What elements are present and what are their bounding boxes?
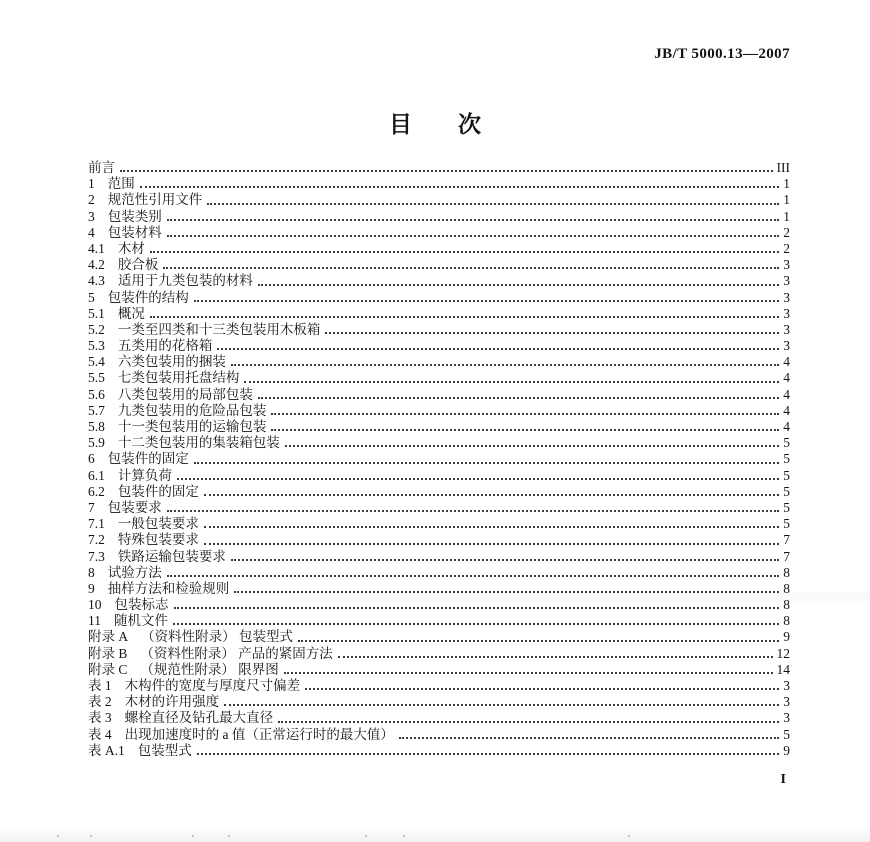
scan-speck — [403, 835, 405, 837]
toc-entry — [88, 613, 790, 629]
toc-entry-title: 概况 — [117, 305, 145, 321]
toc-entry-title: （规范性附录） 限界图 — [140, 661, 279, 677]
toc-entry-page: 14 — [776, 661, 790, 677]
toc-entry-number: 附录 C — [88, 661, 128, 677]
toc-entry-page: 5 — [783, 516, 790, 532]
toc-entry-page: 9 — [783, 742, 790, 758]
dot-leader — [224, 704, 779, 706]
toc-entry — [88, 629, 790, 645]
dot-leader — [167, 235, 780, 237]
toc-entry-number: 5.1 — [88, 305, 105, 321]
toc-entry-title: （资料性附录） 产品的紧固方法 — [140, 645, 333, 661]
dot-leader — [174, 607, 780, 609]
toc-entry-title: 试验方法 — [107, 564, 162, 580]
toc-entry-page: 4 — [783, 386, 790, 402]
toc-entry-number: 4.2 — [88, 257, 105, 273]
toc-entry-title: 十一类包装用的运输包装 — [117, 419, 267, 434]
dot-leader — [258, 397, 779, 399]
toc-entry — [88, 419, 790, 435]
toc-entry-number: 附录 A — [88, 629, 129, 645]
toc-entry — [88, 338, 790, 354]
dot-leader — [285, 445, 779, 447]
dot-leader — [197, 753, 780, 755]
toc-entry — [88, 549, 790, 565]
toc-entry-title: 出现加速度时的 a 值（正常运行时的最大值） — [124, 726, 394, 742]
dot-leader — [204, 526, 779, 528]
toc-entry-number: 5.2 — [88, 321, 105, 337]
toc-entry-page: 4 — [783, 419, 790, 434]
toc-entry — [88, 500, 790, 516]
toc-entry-number: 2 — [88, 192, 95, 208]
toc-entry-title: （资料性附录） 包装型式 — [141, 629, 293, 645]
toc-entry-page: 7 — [783, 548, 790, 564]
toc-entry-title: 随机文件 — [114, 613, 168, 629]
dot-leader — [234, 591, 779, 593]
toc-entry-title: 计算负荷 — [117, 467, 172, 483]
toc-entry-number: 7 — [88, 499, 95, 515]
toc-entry-page: 8 — [783, 580, 790, 596]
toc-entry — [88, 241, 790, 257]
toc-entry-page: 2 — [783, 240, 790, 256]
toc-entry — [88, 403, 790, 419]
dot-leader — [399, 737, 779, 739]
toc-entry-title: 包装件的结构 — [107, 289, 189, 305]
dot-leader — [194, 300, 780, 302]
dot-leader — [298, 640, 779, 642]
toc-entry — [88, 306, 790, 322]
dot-leader — [271, 429, 779, 431]
toc-entry-page: 3 — [783, 710, 790, 726]
toc-entry — [88, 662, 790, 678]
toc-entry-title: 抽样方法和检验规则 — [107, 580, 230, 596]
toc-entry-page: 3 — [783, 289, 790, 305]
scan-speck — [628, 835, 630, 837]
toc-entry-number: 4 — [88, 224, 95, 240]
dot-leader — [207, 203, 779, 205]
toc-entry-title: 胶合板 — [117, 257, 159, 273]
toc-entry-page: 4 — [783, 402, 790, 418]
toc-entry-page: 3 — [783, 338, 790, 354]
toc-entry-number: 5.9 — [88, 435, 105, 451]
toc-entry-page: 3 — [783, 321, 790, 337]
toc-entry-number: 10 — [88, 597, 102, 613]
toc-entry-page: 5 — [783, 435, 790, 451]
toc-entry-page: 4 — [783, 354, 790, 370]
toc-entry — [88, 694, 790, 710]
toc-entry — [88, 597, 790, 613]
toc-entry-number: 5.7 — [88, 402, 105, 418]
toc-entry — [88, 354, 790, 370]
toc-entry-page: 8 — [783, 613, 790, 629]
toc-entry-number: 11 — [88, 613, 101, 629]
dot-leader — [338, 656, 773, 658]
toc-entry-title: 一般包装要求 — [117, 516, 199, 532]
toc-entry-page: 5 — [783, 467, 790, 483]
toc-entry-page: 9 — [783, 629, 790, 645]
toc-entry — [88, 387, 790, 403]
dot-leader — [177, 478, 779, 480]
toc-entry-number: 1 — [88, 176, 95, 192]
toc-entry-title: 包装类别 — [107, 208, 162, 224]
toc-entry-number: 附录 B — [88, 645, 128, 661]
toc-entry-page: 1 — [783, 208, 790, 224]
toc-entry-title: 一类至四类和十三类包装用木板箱 — [117, 321, 321, 337]
toc-entry-number: 5.5 — [88, 370, 105, 386]
scan-speck — [365, 835, 367, 837]
toc-entry-page: 8 — [783, 564, 790, 580]
toc-entry-title: 适用于九类包装的材料 — [117, 273, 253, 289]
toc-entry — [88, 565, 790, 581]
dot-leader — [284, 672, 773, 674]
toc-entry — [88, 710, 790, 726]
toc-entry-number: 7.2 — [88, 532, 105, 548]
document-standard-number: JB/T 5000.13—2007 — [654, 46, 790, 62]
toc-entry — [88, 160, 790, 176]
toc-entry — [88, 646, 790, 662]
scan-artifact-bottom-band — [0, 826, 870, 842]
toc-entry — [88, 468, 790, 484]
toc-entry — [88, 451, 790, 467]
toc-entry-page: 5 — [783, 726, 790, 742]
toc-entry — [88, 370, 790, 386]
toc-entry-title: 十二类包装用的集装箱包装 — [117, 435, 280, 451]
toc-entry-title: 木材的许用强度 — [124, 694, 220, 710]
toc-entry-page: III — [776, 160, 790, 175]
toc-entry-number: 表 3 — [88, 710, 112, 726]
toc-entry-page: 5 — [783, 483, 790, 499]
dot-leader — [167, 510, 780, 512]
scan-speck — [90, 835, 92, 837]
toc-entry-title: 规范性引用文件 — [107, 192, 203, 208]
toc-entry — [88, 273, 790, 289]
toc-entry-title: 五类用的花格箱 — [117, 338, 213, 354]
dot-leader — [194, 462, 780, 464]
toc-entry-number: 8 — [88, 564, 95, 580]
toc-entry-title: 七类包装用托盘结构 — [117, 370, 240, 386]
toc-entry-title: 包装标志 — [114, 597, 169, 613]
toc-entry — [88, 176, 790, 192]
toc-entry-title: 包装件的固定 — [107, 451, 189, 467]
dot-leader — [244, 381, 779, 383]
toc-entry-page: 3 — [783, 273, 790, 289]
toc-entry-number: 6.2 — [88, 483, 105, 499]
toc-entry-page: 7 — [783, 532, 790, 548]
toc-entry-title: 铁路运输包装要求 — [117, 548, 226, 564]
toc-entry — [88, 290, 790, 306]
toc-entry-number: 4.3 — [88, 273, 105, 289]
toc-entry-title: 八类包装用的局部包装 — [117, 386, 253, 402]
toc-entry-title: 螺栓直径及钻孔最大直径 — [124, 710, 274, 726]
toc-entry — [88, 743, 790, 759]
toc-entry-page: 5 — [783, 499, 790, 515]
toc-entry-number: 4.1 — [88, 240, 105, 256]
toc-entry — [88, 209, 790, 225]
dot-leader — [305, 688, 779, 690]
toc-entry-title: 九类包装用的危险品包装 — [117, 402, 267, 418]
toc-entry-page: 1 — [783, 192, 790, 208]
dot-leader — [173, 623, 779, 625]
toc-entry-number: 表 4 — [88, 726, 112, 742]
toc-entry — [88, 678, 790, 694]
dot-leader — [120, 170, 773, 172]
dot-leader — [217, 348, 779, 350]
scan-speck — [192, 835, 194, 837]
toc-entry-number: 表 1 — [88, 678, 112, 693]
toc-entry — [88, 225, 790, 241]
dot-leader — [140, 186, 780, 188]
toc-entry-number: 表 A.1 — [88, 742, 125, 758]
page-title: 目 次 — [389, 112, 481, 137]
toc-entry-title: 木构件的宽度与厚度尺寸偏差 — [124, 678, 301, 693]
dot-leader — [150, 251, 779, 253]
scan-speck — [57, 835, 59, 837]
toc-entry — [88, 435, 790, 451]
toc-entry-number: 6.1 — [88, 467, 105, 483]
toc-entry-title: 前言 — [88, 160, 115, 175]
toc-entry — [88, 484, 790, 500]
toc-entry — [88, 257, 790, 273]
toc-entry-title: 包装型式 — [137, 742, 192, 758]
dot-leader — [231, 364, 779, 366]
toc-entry-page: 1 — [783, 176, 790, 192]
toc-entry-number: 表 2 — [88, 694, 112, 710]
footer-page-number: I — [780, 772, 786, 787]
toc-entry-number: 5.8 — [88, 419, 105, 434]
toc-entry-page: 3 — [783, 305, 790, 321]
toc-entry — [88, 322, 790, 338]
dot-leader — [325, 332, 779, 334]
toc-entry — [88, 532, 790, 548]
dot-leader — [204, 543, 779, 545]
toc-entry — [88, 192, 790, 208]
dot-leader — [163, 267, 779, 269]
toc-entry-page: 4 — [783, 370, 790, 386]
dot-leader — [167, 219, 780, 221]
toc-entry-page: 2 — [783, 224, 790, 240]
toc-entry-number: 5 — [88, 289, 95, 305]
toc-entry — [88, 727, 790, 743]
toc-entry-page: 5 — [783, 451, 790, 467]
toc-entry — [88, 581, 790, 597]
toc-entry-title: 特殊包装要求 — [117, 532, 199, 548]
toc-entry-title: 范围 — [107, 176, 135, 192]
dot-leader — [150, 316, 779, 318]
toc-entry-title: 包装材料 — [107, 224, 162, 240]
toc-entry-page: 3 — [783, 257, 790, 273]
toc-entry-page: 12 — [776, 645, 790, 661]
toc-entry-title: 包装件的固定 — [117, 483, 199, 499]
toc-entry-page: 3 — [783, 694, 790, 710]
dot-leader — [204, 494, 779, 496]
toc-list — [88, 160, 790, 759]
dot-leader — [271, 413, 779, 415]
toc-entry-number: 9 — [88, 580, 95, 596]
toc-entry-number: 5.3 — [88, 338, 105, 354]
toc-entry-title: 六类包装用的捆装 — [117, 354, 226, 370]
toc-entry-page: 8 — [783, 597, 790, 613]
dot-leader — [231, 559, 779, 561]
toc-entry-title: 包装要求 — [107, 499, 162, 515]
toc-entry-number: 3 — [88, 208, 95, 224]
toc-entry — [88, 516, 790, 532]
dot-leader — [278, 721, 779, 723]
toc-entry-number: 5.6 — [88, 386, 105, 402]
toc-entry-number: 5.4 — [88, 354, 105, 370]
toc-entry-number: 7.1 — [88, 516, 105, 532]
dot-leader — [167, 575, 780, 577]
toc-entry-page: 3 — [783, 678, 790, 693]
dot-leader — [258, 284, 779, 286]
toc-entry-number: 7.3 — [88, 548, 105, 564]
scan-speck — [228, 835, 230, 837]
toc-entry-number: 6 — [88, 451, 95, 467]
toc-entry-title: 木材 — [117, 240, 145, 256]
